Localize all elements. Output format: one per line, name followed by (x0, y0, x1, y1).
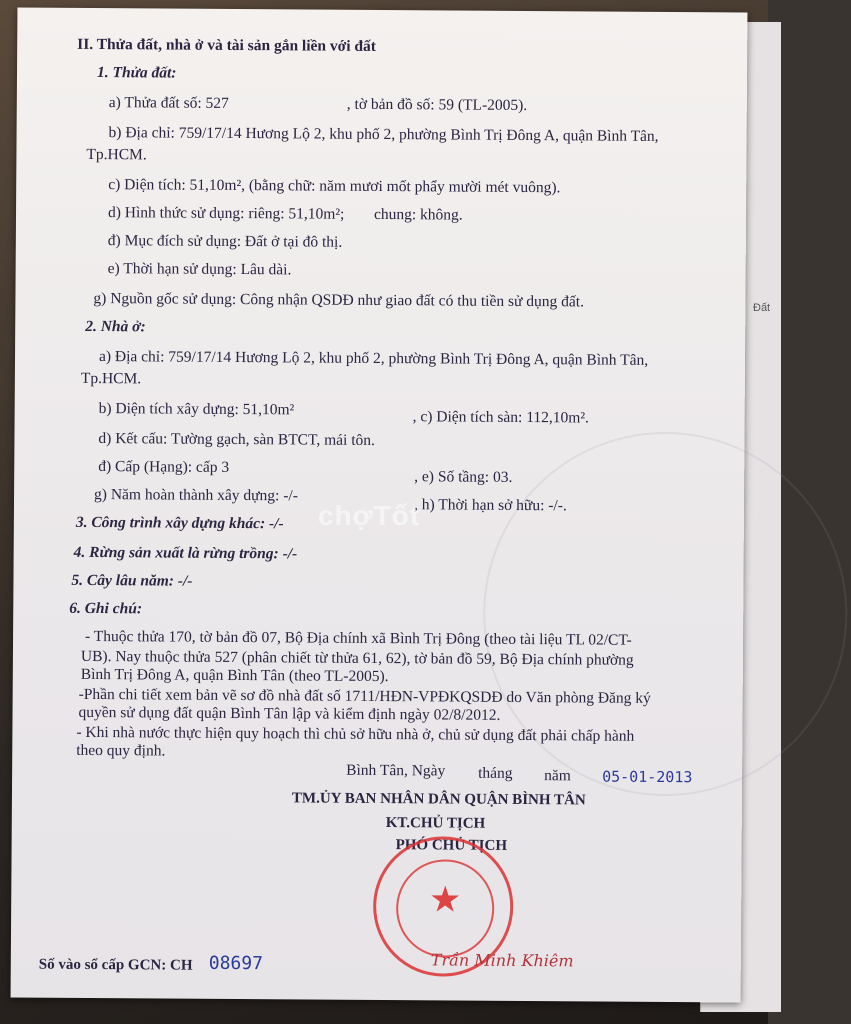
note-line: - Thuộc thửa 170, tờ bản đồ 07, Bộ Địa chính xã Bình Trị Đông (theo tài liệu TL 02/CT- (85, 627, 632, 649)
note-line: - Khi nhà nước thực hiện quy hoạch thì chủ sở hữu nhà ở, chủ sử dụng đất phải chấp hành (76, 723, 635, 745)
land-map-sheet: , tờ bản đồ số: 59 (TL-2005). (346, 95, 528, 115)
issuing-authority: TM.ỦY BAN NHÂN DÂN QUẬN BÌNH TÂN (291, 790, 586, 809)
house-heading: 2. Nhà ở: (85, 317, 146, 336)
house-structure: d) Kết cấu: Tường gạch, sàn BTCT, mái tôn. (98, 430, 375, 449)
land-address-line2: Tp.HCM. (86, 145, 147, 164)
house-grade: đ) Cấp (Hạng): cấp 3 (98, 458, 230, 476)
signer-signature: Trần Minh Khiêm (430, 950, 574, 971)
note-line: theo quy định. (76, 741, 166, 760)
note-line: Bình Trị Đông A, quận Bình Tân (theo TL-2005). (80, 665, 389, 686)
marketplace-watermark-logo: chợTốt (318, 500, 421, 531)
land-heading: 1. Thửa đất: (96, 64, 177, 82)
registry-label: Số vào sổ cấp GCN: CH (38, 956, 193, 974)
section-title: II. Thửa đất, nhà ở và tài sản gắn liền với đất (77, 35, 377, 55)
house-address-line2: Tp.HCM. (80, 369, 142, 388)
signing-place: Bình Tân, Ngày (346, 761, 446, 780)
signing-year-label: năm (544, 767, 571, 785)
land-use-private: d) Hình thức sử dụng: riêng: 51,10m²; (107, 204, 345, 223)
land-address-line1: b) Địa chỉ: 759/17/14 Hương Lộ 2, khu phố 2, phường Bình Trị Đông A, quận Bình Tân, (108, 124, 659, 145)
note-line: UB). Nay thuộc thửa 527 (phân chiết từ thửa 61, 62), tờ bản đồ 59, Bộ Địa chính phường (80, 647, 634, 669)
other-structures: 3. Công trình xây dựng khác: -/- (75, 513, 284, 533)
adjacent-page-fragment: Đất (753, 302, 771, 314)
signing-date-handwritten: 05-01-2013 (602, 767, 693, 787)
notes-heading: 6. Ghi chú: (69, 599, 143, 618)
signer-title: PHÓ CHỦ TỊCH (395, 837, 508, 854)
note-line: quyền sử dụng đất quận Bình Tân lập và kiểm định ngày 02/8/2012. (78, 703, 501, 724)
signing-month-label: tháng (478, 764, 513, 782)
house-completion-year: g) Năm hoàn thành xây dựng: -/- (94, 486, 298, 505)
house-floor-area: , c) Diện tích sàn: 112,10m². (412, 408, 589, 427)
note-line: -Phần chi tiết xem bản vẽ sơ đồ nhà đất số 1711/HĐN-VPĐKQSDĐ do Văn phòng Đăng ký (78, 685, 651, 707)
land-area: c) Diện tích: 51,10m², (bằng chữ: năm mươi mốt phẩy mười mét vuông). (108, 176, 561, 197)
land-use-common: chung: không. (373, 205, 463, 224)
registry-number-handwritten: 08697 (208, 952, 264, 975)
house-built-area: b) Diện tích xây dựng: 51,10m² (98, 400, 295, 419)
authority-chair: KT.CHỦ TỊCH (385, 815, 486, 832)
official-red-seal: ★ (373, 836, 514, 977)
land-parcel-number: a) Thửa đất số: 527 (108, 94, 229, 112)
perennial-trees: 5. Cây lâu năm: -/- (71, 571, 193, 590)
house-ownership-term: , h) Thời hạn sở hữu: -/-. (413, 496, 567, 515)
planted-forest: 4. Rừng sản xuất là rừng trồng: -/- (73, 543, 298, 563)
land-origin: g) Nguồn gốc sử dụng: Công nhận QSDĐ như giao đất có thu tiền sử dụng đất. (93, 290, 585, 311)
house-floors: , e) Số tầng: 03. (414, 468, 513, 486)
land-term: e) Thời hạn sử dụng: Lâu dài. (107, 260, 292, 279)
land-purpose: đ) Mục đích sử dụng: Đất ở tại đô thị. (107, 232, 343, 251)
house-address-line1: a) Địa chỉ: 759/17/14 Hương Lộ 2, khu phố 2, phường Bình Trị Đông A, quận Bình Tân, (98, 348, 649, 369)
